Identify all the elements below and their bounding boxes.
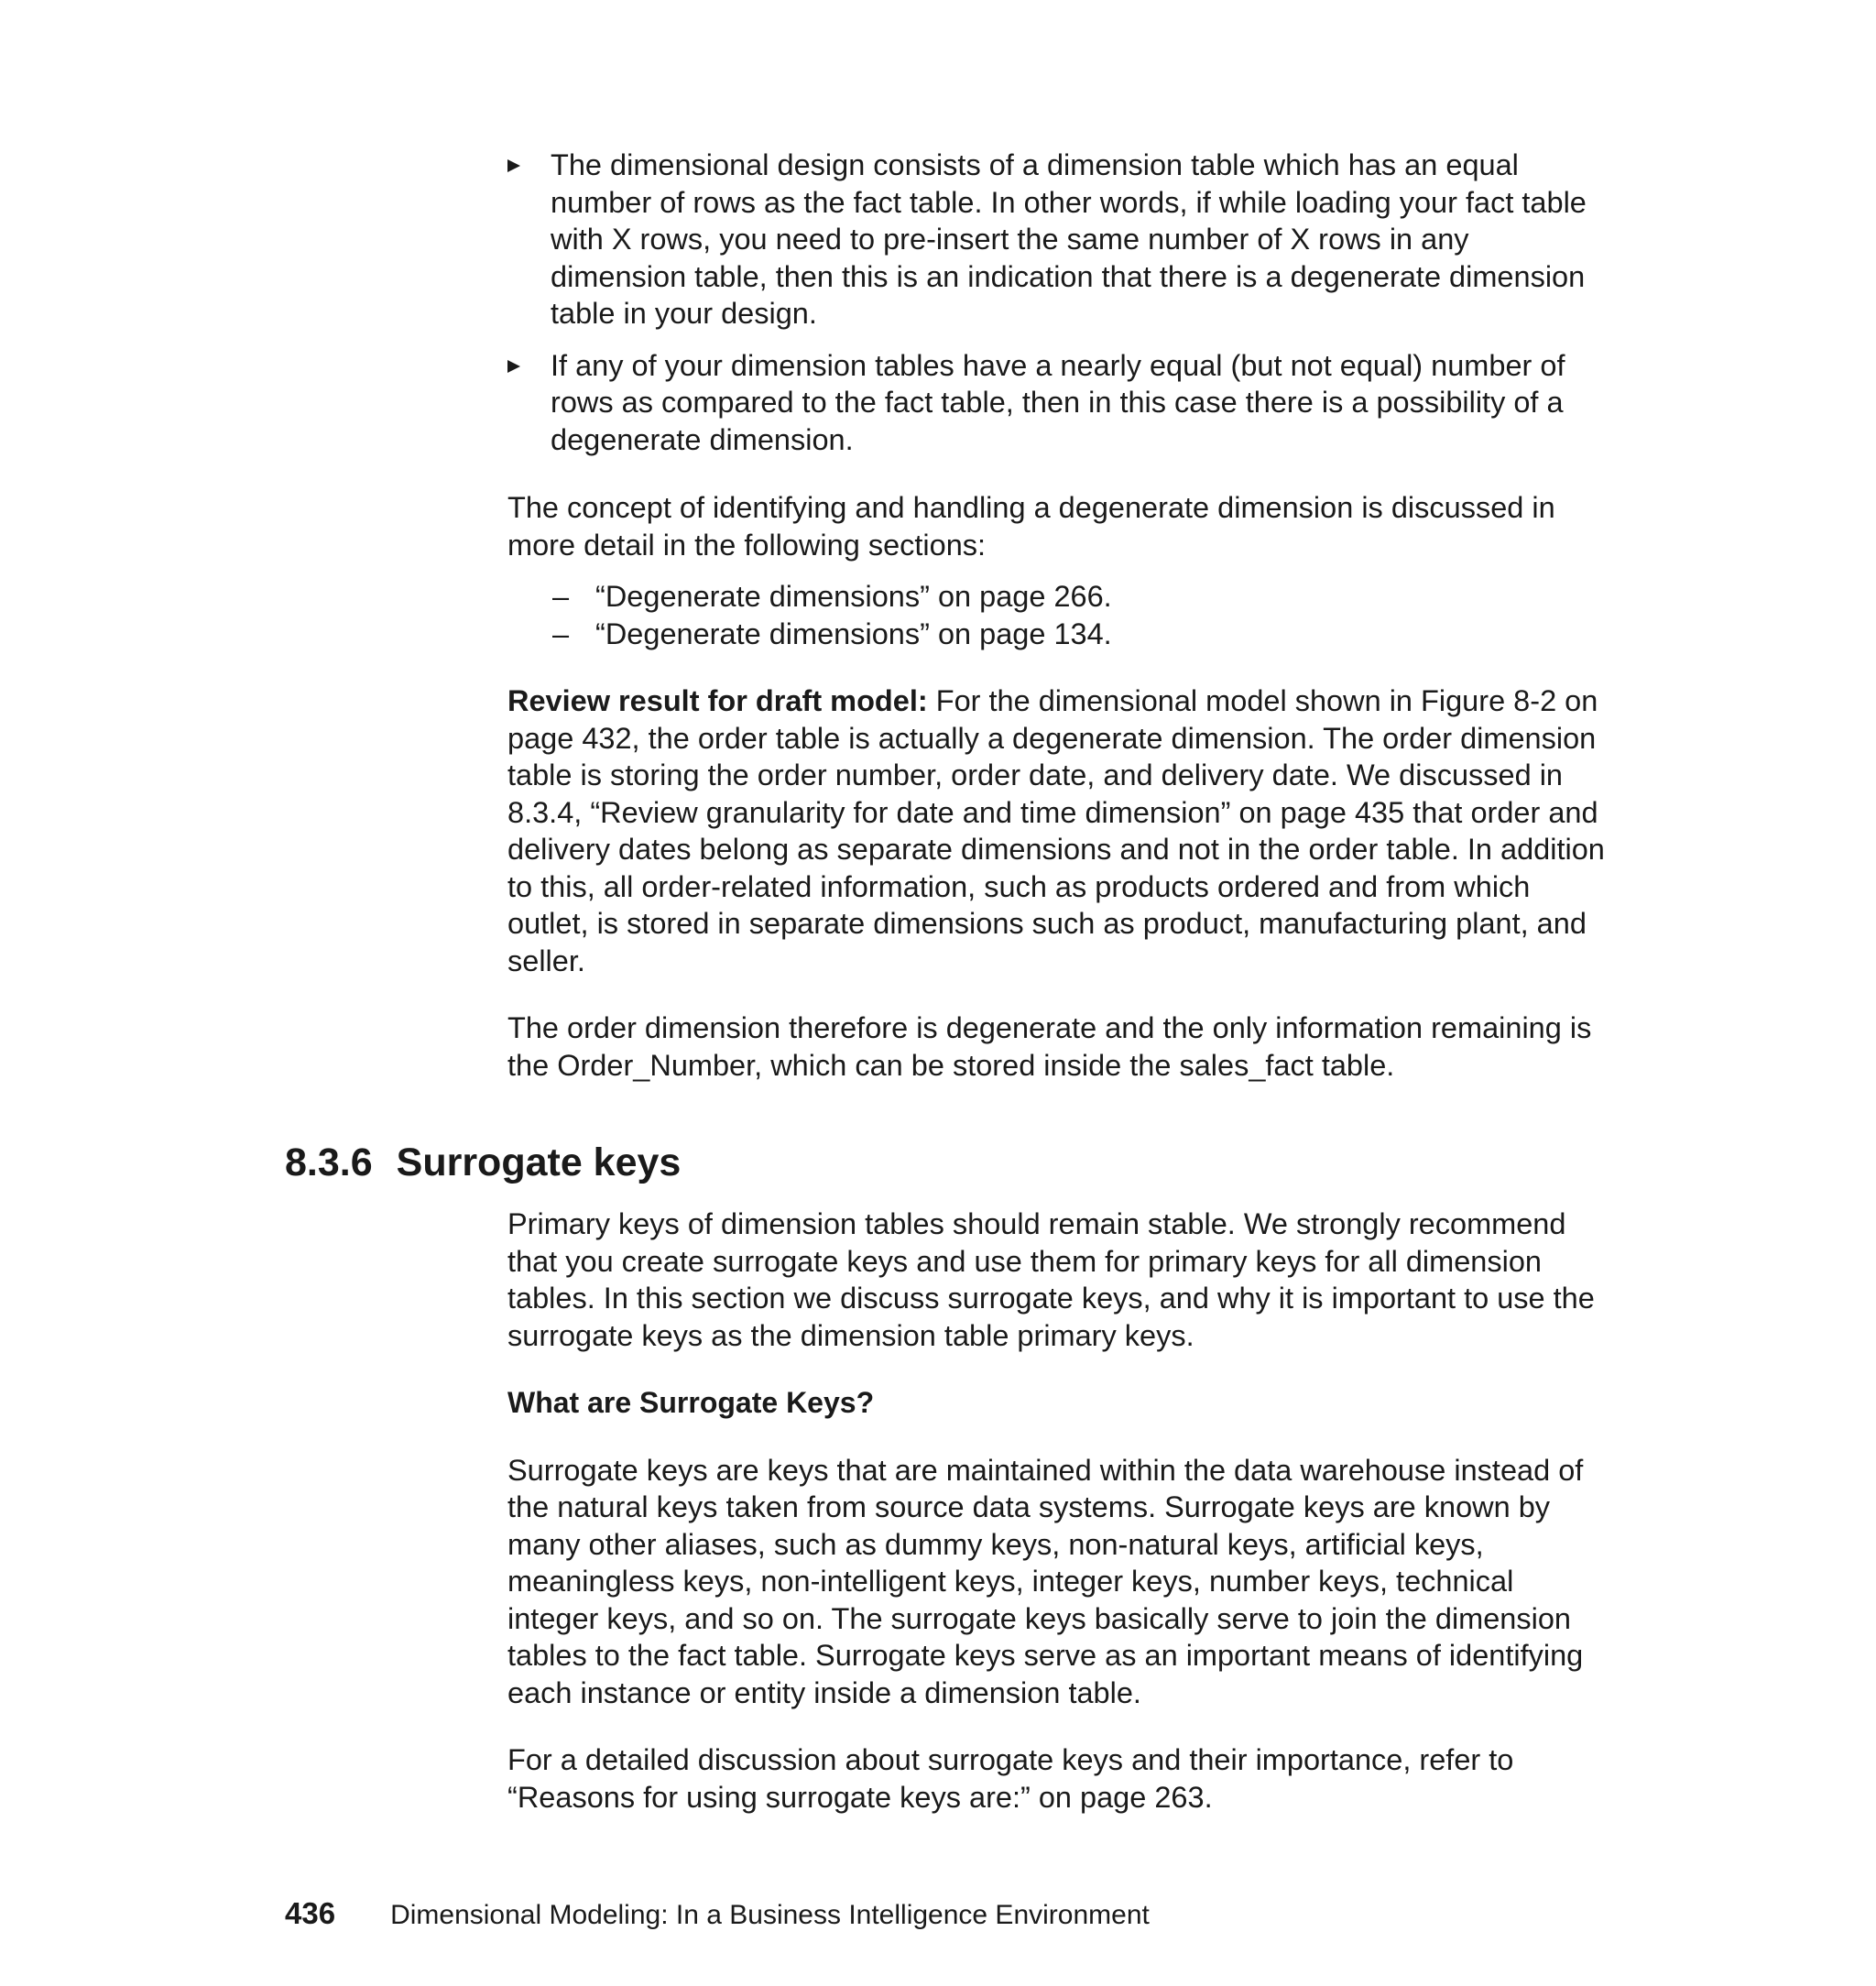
dash-bullet: – — [552, 617, 570, 650]
bullet-text: If any of your dimension tables have a nearly equal (but not equal) number of rows as compared to the fact table, then in this case there is a possibility of a degenerate dimension. — [551, 348, 1565, 456]
page-number: 436 — [285, 1896, 336, 1930]
section-number: 8.3.6 — [285, 1140, 373, 1184]
surrogate-paragraph: Surrogate keys are keys that are maintained within the data warehouse instead of the natural keys taken from source data systems. Surrogate keys are known by many other aliases, such as dummy keys, non-natural keys, artificial keys, meaningless keys, non-intelligent keys, integer keys, number keys, technical integer keys, and so on. The surrogate keys basically serve to join the dimension tables to the fact table. Surrogate keys serve as an important means of identifying each instance or entity inside a dimension table. — [507, 1453, 1584, 1709]
triangle-bullet-icon — [507, 159, 520, 172]
section-reference-item — [507, 616, 1607, 653]
bullet-item — [507, 147, 1607, 333]
primary-keys-paragraph: Primary keys of dimension tables should remain stable. We strongly recommend that you create surrogate keys and use them for primary keys for all dimension tables. In this section we discuss surrogate keys, and why it is important to use the surrogate keys as the dimension table primary keys. — [507, 1207, 1595, 1352]
section-reference-text: “Degenerate dimensions” on page 134. — [595, 617, 1112, 650]
concept-paragraph: The concept of identifying and handling a degenerate dimension is discussed in more detail in the following sections: — [507, 491, 1555, 562]
upper-text-block — [507, 147, 1607, 1114]
review-label: Review result for draft model: — [507, 684, 928, 717]
lower-text-block — [507, 1206, 1607, 1846]
detail-paragraph: For a detailed discussion about surrogate keys and their importance, refer to “Reasons for using surrogate keys are:” on page 263. — [507, 1743, 1514, 1814]
bullet-list — [507, 147, 1607, 458]
page-footer — [285, 1897, 1150, 1932]
order-paragraph: The order dimension therefore is degenerate and the only information remaining is the Order_Number, which can be stored inside the sales_fact table. — [507, 1011, 1592, 1082]
section-reference-text: “Degenerate dimensions” on page 266. — [595, 580, 1112, 613]
triangle-bullet-icon — [507, 360, 520, 373]
bullet-text: The dimensional design consists of a dimension table which has an equal number of rows as the fact table. In other words, if while loading your fact table with X rows, you need to pre-insert the same number of X rows in any dimension table, then this is an indication that there is a degenerate dimension table in your design. — [551, 148, 1587, 330]
section-heading — [285, 1140, 681, 1185]
dash-bullet: – — [552, 580, 570, 613]
review-paragraph — [507, 682, 1607, 979]
subheading: What are Surrogate Keys? — [507, 1386, 875, 1419]
bullet-item — [507, 347, 1607, 459]
section-reference-list — [507, 578, 1607, 652]
book-title: Dimensional Modeling: In a Business Intelligence Environment — [390, 1900, 1150, 1930]
section-reference-item — [507, 578, 1607, 616]
review-text: For the dimensional model shown in Figure 8-2 on page 432, the order table is actually a degenerate dimension. The order dimension table is storing the order number, order date, and delivery date. We discussed in 8.3.4, “Review granularity for date and time dimension” on page 435 that order and delivery dates belong as separate dimensions and not in the order table. In addition to this, all order-related information, such as products ordered and from which outlet, is stored in separate dimensions such as product, manufacturing plant, and seller. — [507, 684, 1605, 977]
section-title: Surrogate keys — [396, 1140, 682, 1184]
